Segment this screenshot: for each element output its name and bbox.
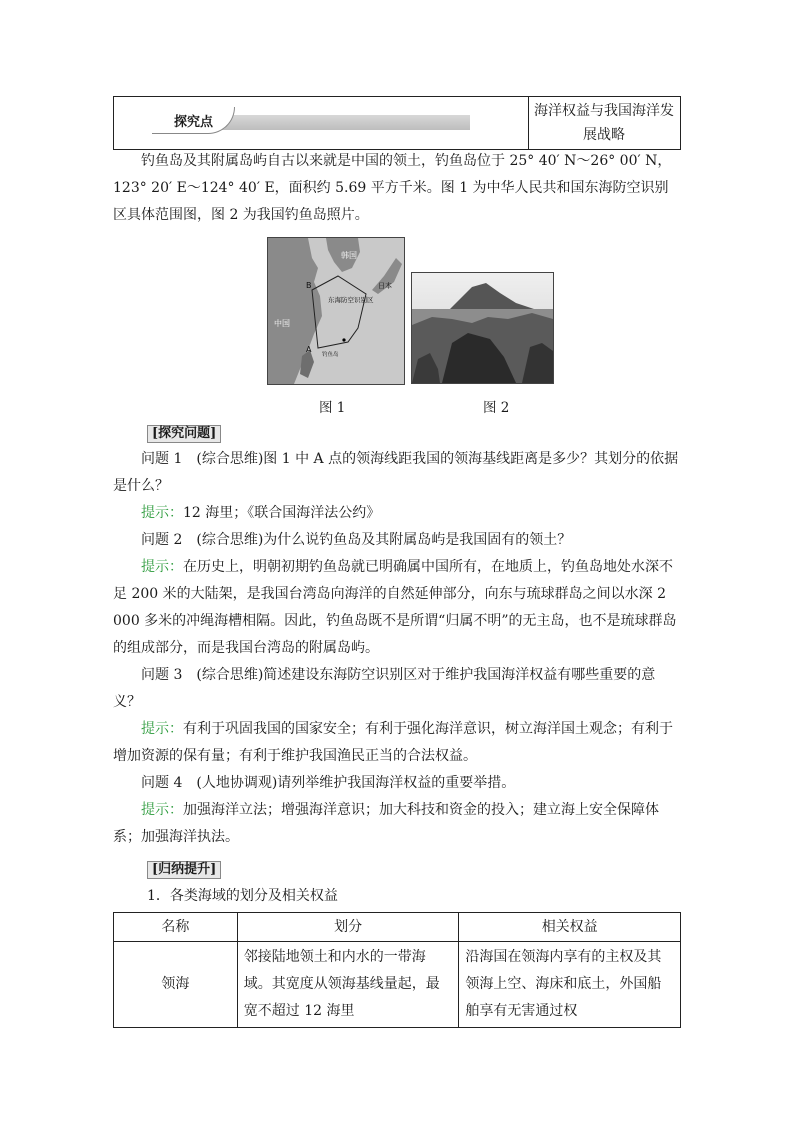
- tip-label: 提示：: [141, 505, 183, 521]
- map-label-japan: 日本: [378, 282, 392, 290]
- map-zone-title: 东海防空识别区: [328, 296, 374, 304]
- table-header-cell: 相关权益: [459, 913, 681, 942]
- map-label-china: 中国: [274, 319, 290, 328]
- question-3: 问题 3 (综合思维)简述建设东海防空识别区对于维护我国海洋权益有哪些重要的意义？: [113, 667, 656, 710]
- tip-label: 提示：: [141, 559, 183, 575]
- answer-text: 在历史上，明朝初期钓鱼岛就已明确属中国所有，在地质上，钓鱼岛地处水深不足 200 米的大陆架，是我国台湾岛向海洋的自然延伸部分，向东与琉球群岛之间以水深 2 000 多米的冲绳海槽相隔。因此，钓鱼岛既不是所谓“归属不明”的无主岛，也不是琉球群岛的组成部分，而是我国台湾岛的附属岛屿。: [113, 559, 677, 656]
- table-cell-name: 领海: [114, 942, 238, 1028]
- question-2: 问题 2 (综合思维)为什么说钓鱼岛及其附属岛屿是我国固有的领土？: [141, 532, 572, 548]
- answer-2: [113, 554, 681, 662]
- question-4: 问题 4 (人地协调观)请列举维护我国海洋权益的重要举措。: [141, 775, 516, 791]
- header-topic-line2: 展战略: [583, 127, 625, 143]
- section-label-questions: [147, 425, 221, 443]
- header-badge: 探究点: [174, 115, 214, 130]
- header-topic-line1: 海洋权益与我国海洋发: [534, 103, 674, 119]
- answer-4: [113, 797, 681, 851]
- section-header: [113, 96, 681, 150]
- answer-text: 12 海里；《联合国海洋法公约》: [183, 505, 381, 521]
- map-point-a: A: [306, 345, 312, 354]
- intro-paragraph: 钓鱼岛及其附属岛屿自古以来就是中国的领土，钓鱼岛位于 25° 40′ N～26° 00′ N，123° 20′ E～124° 40′ E，面积约 5.69 平方千米。图 1 为中华人民共和国东海防空识别区具体范围图，图 2 为我国钓鱼岛照片。: [113, 153, 672, 223]
- figure-2-caption: 图 2: [483, 400, 510, 416]
- list-title: 1．各类海域的划分及相关权益: [147, 888, 338, 904]
- answer-text: 加强海洋立法；增强海洋意识；加大科技和资金的投入；建立海上安全保障体系；加强海洋执法。: [113, 802, 659, 845]
- qa-block: [113, 446, 681, 851]
- table-header-row: [114, 913, 681, 942]
- tip-label: 提示：: [141, 721, 183, 737]
- map-label-korea: 韩国: [341, 251, 357, 260]
- table-cell-rights: 沿海国在领海内享有的主权及其领海上空、海床和底土，外国船舶享有无害通过权: [459, 942, 681, 1028]
- map-svg: [268, 238, 404, 384]
- section-label-text: [归纳提升]: [147, 861, 221, 879]
- map-point-b: B: [306, 281, 312, 290]
- tip-label: 提示：: [141, 802, 183, 818]
- answer-text: 有利于巩固我国的国家安全；有利于强化海洋意识，树立海洋国土观念；有利于增加资源的保有量；有利于维护我国渔民正当的合法权益。: [113, 721, 673, 764]
- table-header-cell: 名称: [114, 913, 238, 942]
- answer-1: [113, 500, 681, 527]
- header-badge-area: [114, 97, 529, 149]
- sea-area-table: [113, 912, 681, 1028]
- table-cell-division: 邻接陆地领土和内水的一带海域。其宽度从领海基线量起，最宽不超过 12 海里: [237, 942, 459, 1028]
- map-label-island: 钓鱼岛: [322, 352, 339, 358]
- header-topic: [528, 97, 680, 149]
- figure-1-caption: 图 1: [319, 400, 346, 416]
- photo-svg: [412, 273, 553, 383]
- question-1: 问题 1 (综合思维)图 1 中 A 点的领海线距我国的领海基线距离是多少？其划分的依据是什么？: [113, 451, 679, 494]
- section-label-text: [探究问题]: [147, 425, 221, 443]
- answer-3: [113, 716, 681, 770]
- figure-1-map: [267, 237, 405, 385]
- figure-2-photo: [411, 272, 554, 384]
- table-row: [114, 942, 681, 1028]
- section-label-summary: [147, 861, 221, 879]
- table-header-cell: 划分: [237, 913, 459, 942]
- table: [113, 912, 681, 1028]
